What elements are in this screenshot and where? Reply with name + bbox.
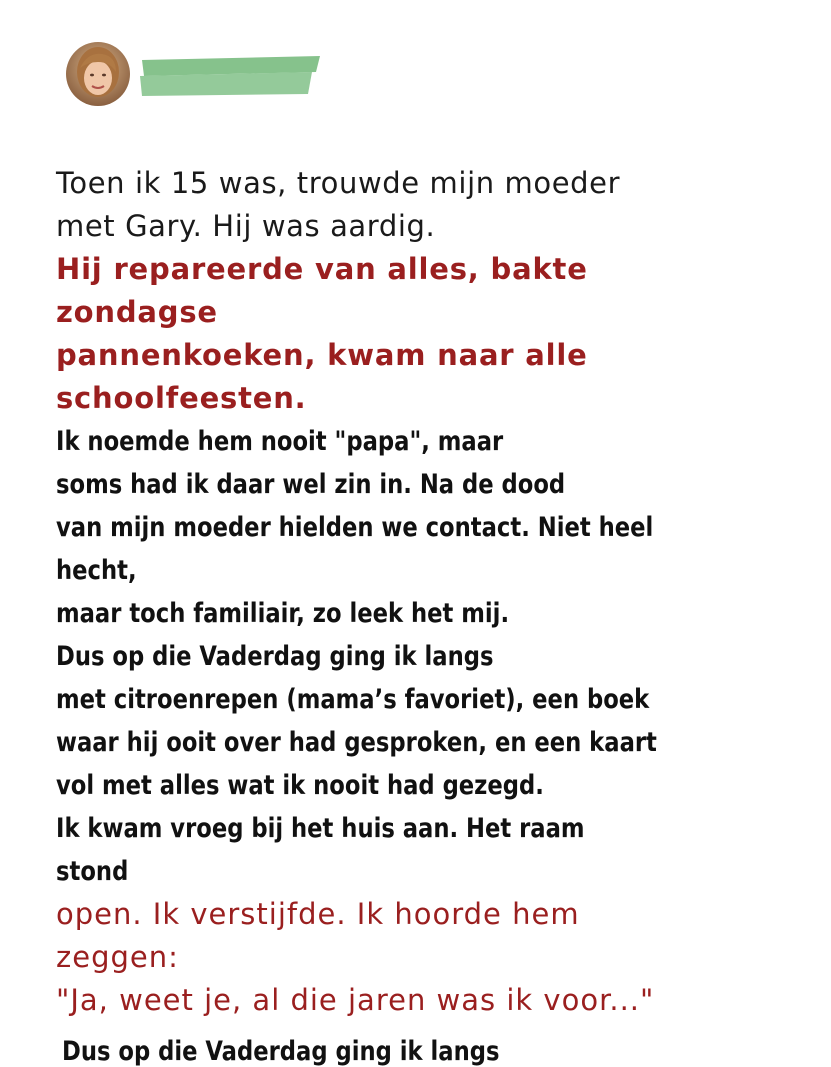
post-line-highlight: zeggen: — [56, 940, 179, 974]
redacted-username — [140, 54, 322, 98]
post-line: Ik noemde hem nooit "papa", maar — [56, 426, 504, 457]
post-line: Ik kwam vroeg bij het huis aan. Het raam — [56, 813, 585, 844]
post-line: van mijn moeder hielden we contact. Niet heel — [56, 512, 654, 543]
post-line-highlight: Hij repareerde van alles, bakte — [56, 252, 588, 286]
post-line-highlight: open. Ik verstijfde. Ik hoorde hem — [56, 897, 580, 931]
post-line-highlight: zondagse — [56, 295, 218, 329]
post-line-highlight: "Ja, weet je, al die jaren was ik voor..." — [56, 983, 655, 1017]
avatar[interactable] — [66, 42, 130, 106]
post-line: Toen ik 15 was, trouwde mijn moeder — [56, 166, 621, 200]
post-line: met citroenrepen (mama’s favoriet), een boek — [56, 684, 650, 715]
post-line: waar hij ooit over had gesproken, en een kaart — [56, 727, 657, 758]
post-line-cutoff: Dus op die Vaderdag ging ik langs — [62, 1036, 500, 1067]
post-line: soms had ik daar wel zin in. Na de dood — [56, 469, 566, 500]
post-line: Dus op die Vaderdag ging ik langs — [56, 641, 494, 672]
post-body — [56, 162, 776, 1022]
post-line: met Gary. Hij was aardig. — [56, 209, 436, 243]
post-line: vol met alles wat ik nooit had gezegd. — [56, 770, 544, 801]
post-header — [66, 42, 336, 106]
post-line: maar toch familiair, zo leek het mij. — [56, 598, 510, 629]
post-line-highlight: pannenkoeken, kwam naar alle — [56, 338, 588, 372]
post-line: hecht, — [56, 555, 137, 586]
post-line: stond — [56, 856, 129, 887]
post-line-highlight: schoolfeesten. — [56, 381, 307, 415]
user-avatar-photo-icon — [66, 42, 130, 106]
